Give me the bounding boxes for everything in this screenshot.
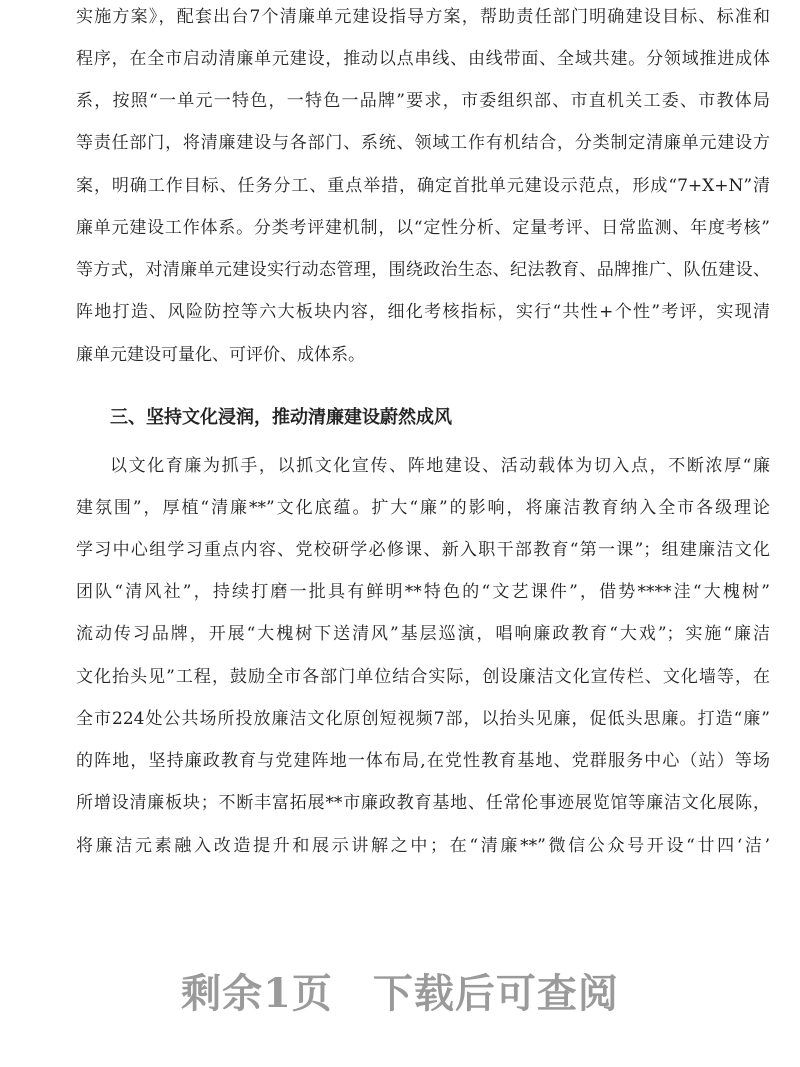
download-to-view-label: 下载后可查阅 bbox=[372, 970, 619, 1017]
text-line: 学习中心组学习重点内容、党校研学必修课、新入职干部教育“第一课”；组建廉洁文化 bbox=[76, 540, 770, 560]
section-heading: 三、坚持文化浸润，推动清廉建设蔚然成风 bbox=[110, 407, 452, 428]
text-line: 案，明确工作目标、任务分工、重点举措，确定首批单元建设示范点，形成“7+X+N”清 bbox=[76, 176, 770, 196]
text-line: 廉单元建设工作体系。分类考评建机制，以“定性分析、定量考评、日常监测、年度考核” bbox=[76, 218, 770, 238]
text-line: 的阵地，坚持廉政教育与党建阵地一体布局,在党性教育基地、党群服务中心（站）等场 bbox=[76, 751, 770, 771]
text-line: 系，按照“一单元一特色，一特色一品牌”要求，市委组织部、市直机关工委、市教体局 bbox=[76, 91, 770, 111]
text-line: 流动传习品牌，开展“大槐树下送清风”基层巡演，唱响廉政教育“大戏”；实施“廉洁 bbox=[76, 624, 770, 644]
text-line: 文化抬头见”工程，鼓励全市各部门单位结合实际，创设廉洁文化宣传栏、文化墙等，在 bbox=[76, 667, 770, 687]
text-line: 将廉洁元素融入改造提升和展示讲解之中；在“清廉**”微信公众号开设“廿四‘洁’ bbox=[76, 836, 770, 856]
text-line: 建氛围”，厚植“清廉**”文化底蕴。扩大“廉”的影响，将廉洁教育纳入全市各级理论 bbox=[76, 498, 770, 518]
text-line: 实施方案》，配套出台7个清廉单元建设指导方案，帮助责任部门明确建设目标、标准和 bbox=[76, 7, 770, 27]
text-line: 等方式，对清廉单元建设实行动态管理，围绕政治生态、纪法教育、品牌推广、队伍建设、 bbox=[76, 260, 770, 280]
remaining-pages-label: 剩余1页 bbox=[181, 970, 333, 1017]
text-line: 廉单元建设可量化、可评价、成体系。 bbox=[76, 345, 365, 365]
text-line: 全市224处公共场所投放廉洁文化原创短视频7部，以抬头见廉，促低头思廉。打造“廉” bbox=[76, 709, 770, 729]
text-line: 程序，在全市启动清廉单元建设，推动以点串线、由线带面、全域共建。分领域推进成体 bbox=[76, 49, 770, 69]
text-line: 团队“清风社”，持续打磨一批具有鲜明**特色的“文艺课件”，借势****洼“大槐树” bbox=[76, 582, 770, 602]
text-line: 等责任部门，将清廉建设与各部门、系统、领域工作有机结合，分类制定清廉单元建设方 bbox=[76, 133, 770, 153]
download-prompt-banner[interactable] bbox=[0, 962, 800, 1019]
text-line: 以文化育廉为抓手，以抓文化宣传、阵地建设、活动载体为切入点，不断浓厚“廉 bbox=[110, 456, 770, 476]
text-line: 阵地打造、风险防控等六大板块内容，细化考核指标，实行“共性+个性”考评，实现清 bbox=[76, 302, 770, 322]
text-line: 所增设清廉板块；不断丰富拓展**市廉政教育基地、任常伦事迹展览馆等廉洁文化展陈， bbox=[76, 793, 770, 813]
